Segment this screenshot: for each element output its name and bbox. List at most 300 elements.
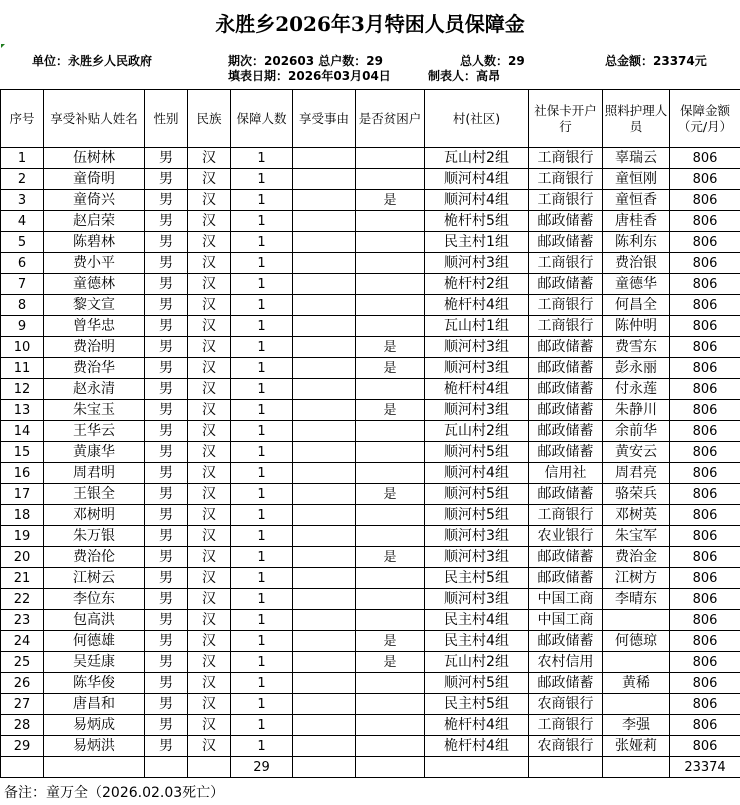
cell-count: 1 — [231, 505, 293, 526]
table-row — [1, 169, 740, 190]
cell-ethnicity: 汉 — [188, 673, 231, 694]
total-amount: 23374 — [670, 757, 740, 778]
cell-poor-household: 是 — [356, 190, 425, 211]
cell-village: 桅杆村5组 — [425, 211, 529, 232]
cell-caregiver: 黄安云 — [603, 442, 670, 463]
cell-poor-household — [356, 253, 425, 274]
cell-caregiver: 李晴东 — [603, 589, 670, 610]
cell-caregiver — [603, 652, 670, 673]
cell-reason — [293, 421, 356, 442]
table-row — [1, 337, 740, 358]
cell-amount: 806 — [670, 190, 740, 211]
cell-seq: 29 — [1, 736, 44, 757]
cell-seq: 5 — [1, 232, 44, 253]
cell-poor-household — [356, 526, 425, 547]
cell-poor-household — [356, 589, 425, 610]
cell-village: 桅杆村4组 — [425, 295, 529, 316]
cell-amount: 806 — [670, 211, 740, 232]
cell-village: 桅杆村4组 — [425, 379, 529, 400]
cell-poor-household — [356, 463, 425, 484]
cell-name: 周君明 — [44, 463, 145, 484]
cell-count: 1 — [231, 274, 293, 295]
period-label: 期次：202603 总户数：29 — [228, 54, 383, 68]
table-row — [1, 253, 740, 274]
preparer-label: 制表人：高昂 — [428, 69, 501, 83]
table-row — [1, 316, 740, 337]
cell-count: 1 — [231, 652, 293, 673]
cell-seq: 1 — [1, 148, 44, 169]
subsidy-table — [0, 89, 740, 778]
cell-gender: 男 — [145, 358, 188, 379]
cell-poor-household — [356, 232, 425, 253]
cell-poor-household: 是 — [356, 631, 425, 652]
cell-count: 1 — [231, 379, 293, 400]
cell-name: 吴廷康 — [44, 652, 145, 673]
cell-amount: 806 — [670, 610, 740, 631]
cell-village: 顺河村5组 — [425, 673, 529, 694]
cell-caregiver: 余前华 — [603, 421, 670, 442]
cell-village: 瓦山村2组 — [425, 421, 529, 442]
cell-seq: 21 — [1, 568, 44, 589]
cell-seq: 27 — [1, 694, 44, 715]
cell-ethnicity: 汉 — [188, 505, 231, 526]
cell-bank: 邮政储蓄 — [529, 274, 603, 295]
header-name: 享受补贴人姓名 — [44, 90, 145, 148]
cell-bank: 邮政储蓄 — [529, 421, 603, 442]
cell-village: 瓦山村2组 — [425, 652, 529, 673]
cell-count: 1 — [231, 610, 293, 631]
total-ethnicity — [188, 757, 231, 778]
cell-village: 民主村5组 — [425, 694, 529, 715]
cell-village: 顺河村3组 — [425, 337, 529, 358]
cell-seq: 17 — [1, 484, 44, 505]
cell-bank: 工商银行 — [529, 715, 603, 736]
cell-village: 顺河村4组 — [425, 169, 529, 190]
cell-seq: 9 — [1, 316, 44, 337]
cell-reason — [293, 484, 356, 505]
cell-seq: 2 — [1, 169, 44, 190]
cell-count: 1 — [231, 442, 293, 463]
cell-caregiver — [603, 694, 670, 715]
cell-count: 1 — [231, 715, 293, 736]
cell-poor-household — [356, 211, 425, 232]
cell-name: 童倚兴 — [44, 190, 145, 211]
cell-gender: 男 — [145, 568, 188, 589]
cell-seq: 12 — [1, 379, 44, 400]
cell-count: 1 — [231, 526, 293, 547]
cell-ethnicity: 汉 — [188, 148, 231, 169]
cell-name: 赵永清 — [44, 379, 145, 400]
cell-ethnicity: 汉 — [188, 484, 231, 505]
cell-ethnicity: 汉 — [188, 232, 231, 253]
table-row — [1, 547, 740, 568]
cell-poor-household: 是 — [356, 337, 425, 358]
cell-name: 江树云 — [44, 568, 145, 589]
cell-amount: 806 — [670, 442, 740, 463]
cell-ethnicity: 汉 — [188, 442, 231, 463]
cell-ethnicity: 汉 — [188, 463, 231, 484]
header-amount: 保障金额（元/月） — [670, 90, 740, 148]
cell-count: 1 — [231, 547, 293, 568]
cell-caregiver: 唐桂香 — [603, 211, 670, 232]
cell-gender: 男 — [145, 211, 188, 232]
cell-gender: 男 — [145, 694, 188, 715]
cell-bank: 邮政储蓄 — [529, 673, 603, 694]
cell-poor-household: 是 — [356, 547, 425, 568]
cell-village: 顺河村5组 — [425, 442, 529, 463]
table-row — [1, 211, 740, 232]
cell-seq: 15 — [1, 442, 44, 463]
cell-caregiver: 朱静川 — [603, 400, 670, 421]
cell-poor-household — [356, 505, 425, 526]
cell-name: 伍树林 — [44, 148, 145, 169]
cell-village: 瓦山村2组 — [425, 148, 529, 169]
cell-amount: 806 — [670, 673, 740, 694]
table-row — [1, 379, 740, 400]
cell-ethnicity: 汉 — [188, 568, 231, 589]
cell-village: 民主村4组 — [425, 610, 529, 631]
cell-amount: 806 — [670, 295, 740, 316]
cell-village: 民主村5组 — [425, 568, 529, 589]
cell-name: 王银全 — [44, 484, 145, 505]
cell-seq: 24 — [1, 631, 44, 652]
table-row — [1, 526, 740, 547]
cell-village: 顺河村5组 — [425, 505, 529, 526]
cell-bank: 邮政储蓄 — [529, 379, 603, 400]
cell-poor-household: 是 — [356, 400, 425, 421]
cell-bank: 工商银行 — [529, 505, 603, 526]
table-row — [1, 358, 740, 379]
header-caregiver: 照料护理人员 — [603, 90, 670, 148]
cell-count: 1 — [231, 316, 293, 337]
cell-amount: 806 — [670, 400, 740, 421]
cell-name: 王华云 — [44, 421, 145, 442]
cell-name: 费治伦 — [44, 547, 145, 568]
cell-poor-household — [356, 715, 425, 736]
cell-village: 顺河村3组 — [425, 526, 529, 547]
cell-count: 1 — [231, 337, 293, 358]
cell-ethnicity: 汉 — [188, 316, 231, 337]
cell-seq: 20 — [1, 547, 44, 568]
cell-village: 顺河村3组 — [425, 358, 529, 379]
cell-amount: 806 — [670, 169, 740, 190]
cell-caregiver: 邓树英 — [603, 505, 670, 526]
cell-gender: 男 — [145, 337, 188, 358]
cell-reason — [293, 358, 356, 379]
cell-bank: 信用社 — [529, 463, 603, 484]
cell-poor-household — [356, 169, 425, 190]
cell-bank: 邮政储蓄 — [529, 547, 603, 568]
cell-count: 1 — [231, 463, 293, 484]
cell-count: 1 — [231, 232, 293, 253]
cell-count: 1 — [231, 295, 293, 316]
cell-amount: 806 — [670, 316, 740, 337]
cell-poor-household — [356, 316, 425, 337]
cell-seq: 22 — [1, 589, 44, 610]
cell-ethnicity: 汉 — [188, 610, 231, 631]
cell-gender: 男 — [145, 547, 188, 568]
cell-poor-household — [356, 736, 425, 757]
cell-name: 童德林 — [44, 274, 145, 295]
cell-amount: 806 — [670, 484, 740, 505]
cell-seq: 11 — [1, 358, 44, 379]
cell-name: 童倚明 — [44, 169, 145, 190]
cell-amount: 806 — [670, 232, 740, 253]
cell-amount: 806 — [670, 589, 740, 610]
cell-bank: 邮政储蓄 — [529, 358, 603, 379]
cell-ethnicity: 汉 — [188, 652, 231, 673]
cell-ethnicity: 汉 — [188, 694, 231, 715]
cell-ethnicity: 汉 — [188, 190, 231, 211]
cell-village: 顺河村3组 — [425, 547, 529, 568]
cell-village: 瓦山村1组 — [425, 316, 529, 337]
cell-count: 1 — [231, 169, 293, 190]
cell-bank: 农商银行 — [529, 694, 603, 715]
cell-reason — [293, 316, 356, 337]
cell-name: 朱万银 — [44, 526, 145, 547]
cell-reason — [293, 295, 356, 316]
cell-seq: 7 — [1, 274, 44, 295]
table-row — [1, 421, 740, 442]
total-reason — [293, 757, 356, 778]
cell-caregiver: 费雪东 — [603, 337, 670, 358]
table-row — [1, 484, 740, 505]
cell-poor-household: 是 — [356, 358, 425, 379]
cell-poor-household — [356, 442, 425, 463]
cell-reason — [293, 547, 356, 568]
cell-seq: 4 — [1, 211, 44, 232]
cell-count: 1 — [231, 148, 293, 169]
cell-gender: 男 — [145, 421, 188, 442]
cell-poor-household — [356, 274, 425, 295]
cell-bank: 邮政储蓄 — [529, 337, 603, 358]
cell-gender: 男 — [145, 610, 188, 631]
table-row — [1, 232, 740, 253]
cell-reason — [293, 589, 356, 610]
table-row — [1, 715, 740, 736]
cell-bank: 邮政储蓄 — [529, 631, 603, 652]
header-count: 保障人数 — [231, 90, 293, 148]
cell-seq: 23 — [1, 610, 44, 631]
cell-seq: 10 — [1, 337, 44, 358]
cell-gender: 男 — [145, 463, 188, 484]
cell-seq: 14 — [1, 421, 44, 442]
header-bank: 社保卡开户行 — [529, 90, 603, 148]
cell-bank: 农业银行 — [529, 526, 603, 547]
cell-ethnicity: 汉 — [188, 736, 231, 757]
header-poor-household: 是否贫困户 — [356, 90, 425, 148]
cell-reason — [293, 652, 356, 673]
cell-name: 邓树明 — [44, 505, 145, 526]
cell-village: 顺河村3组 — [425, 589, 529, 610]
table-row — [1, 652, 740, 673]
total-people-label: 总人数：29 — [460, 54, 525, 68]
cell-caregiver: 黄稀 — [603, 673, 670, 694]
cell-name: 费治华 — [44, 358, 145, 379]
cell-caregiver: 江树方 — [603, 568, 670, 589]
total-name — [44, 757, 145, 778]
cell-gender: 男 — [145, 295, 188, 316]
cell-amount: 806 — [670, 526, 740, 547]
cell-reason — [293, 568, 356, 589]
cell-ethnicity: 汉 — [188, 379, 231, 400]
cell-reason — [293, 274, 356, 295]
table-row — [1, 295, 740, 316]
cell-gender: 男 — [145, 232, 188, 253]
cell-caregiver: 童恒香 — [603, 190, 670, 211]
cell-bank: 邮政储蓄 — [529, 568, 603, 589]
cell-gender: 男 — [145, 673, 188, 694]
cell-caregiver — [603, 610, 670, 631]
cell-name: 曾华忠 — [44, 316, 145, 337]
header-row — [1, 90, 740, 148]
cell-reason — [293, 505, 356, 526]
cell-amount: 806 — [670, 463, 740, 484]
cell-gender: 男 — [145, 148, 188, 169]
cell-caregiver: 彭永丽 — [603, 358, 670, 379]
cell-reason — [293, 715, 356, 736]
cell-seq: 8 — [1, 295, 44, 316]
cell-name: 陈华俊 — [44, 673, 145, 694]
cell-reason — [293, 631, 356, 652]
table-row — [1, 736, 740, 757]
cell-amount: 806 — [670, 631, 740, 652]
cell-caregiver: 朱宝军 — [603, 526, 670, 547]
cell-seq: 25 — [1, 652, 44, 673]
cell-bank: 农村信用 — [529, 652, 603, 673]
cell-gender: 男 — [145, 652, 188, 673]
cell-village: 民主村4组 — [425, 631, 529, 652]
cell-count: 1 — [231, 211, 293, 232]
cell-reason — [293, 253, 356, 274]
cell-gender: 男 — [145, 400, 188, 421]
cell-amount: 806 — [670, 505, 740, 526]
cell-amount: 806 — [670, 148, 740, 169]
cell-reason — [293, 148, 356, 169]
cell-count: 1 — [231, 421, 293, 442]
cell-ethnicity: 汉 — [188, 421, 231, 442]
cell-count: 1 — [231, 631, 293, 652]
page-title: 永胜乡2026年3月特困人员保障金 — [215, 12, 525, 36]
cell-gender: 男 — [145, 253, 188, 274]
cell-reason — [293, 463, 356, 484]
cell-poor-household — [356, 295, 425, 316]
table-row — [1, 505, 740, 526]
cell-gender: 男 — [145, 715, 188, 736]
cell-village: 顺河村5组 — [425, 484, 529, 505]
unit-label: 单位：永胜乡人民政府 — [32, 54, 153, 68]
cell-bank: 邮政储蓄 — [529, 232, 603, 253]
table-row — [1, 190, 740, 211]
fill-date-label: 填表日期：2026年03月04日 — [228, 69, 391, 83]
cell-amount: 806 — [670, 547, 740, 568]
header-gender: 性别 — [145, 90, 188, 148]
cell-reason — [293, 694, 356, 715]
cell-count: 1 — [231, 694, 293, 715]
cell-count: 1 — [231, 736, 293, 757]
cell-seq: 6 — [1, 253, 44, 274]
cell-gender: 男 — [145, 190, 188, 211]
cell-caregiver: 付永莲 — [603, 379, 670, 400]
table-row — [1, 673, 740, 694]
cell-name: 易炳洪 — [44, 736, 145, 757]
cell-ethnicity: 汉 — [188, 589, 231, 610]
cell-gender: 男 — [145, 379, 188, 400]
cell-poor-household — [356, 694, 425, 715]
cell-poor-household — [356, 610, 425, 631]
cell-seq: 3 — [1, 190, 44, 211]
cell-bank: 工商银行 — [529, 295, 603, 316]
table-row — [1, 274, 740, 295]
cell-caregiver: 李强 — [603, 715, 670, 736]
cell-poor-household — [356, 148, 425, 169]
cell-bank: 中国工商 — [529, 610, 603, 631]
cell-poor-household — [356, 673, 425, 694]
cell-village: 顺河村4组 — [425, 463, 529, 484]
cell-ethnicity: 汉 — [188, 631, 231, 652]
total-village — [425, 757, 529, 778]
cell-reason — [293, 337, 356, 358]
cell-reason — [293, 442, 356, 463]
cell-bank: 工商银行 — [529, 253, 603, 274]
cell-seq: 26 — [1, 673, 44, 694]
cell-name: 李位东 — [44, 589, 145, 610]
cell-amount: 806 — [670, 715, 740, 736]
cell-gender: 男 — [145, 316, 188, 337]
cell-bank: 工商银行 — [529, 190, 603, 211]
cell-village: 顺河村3组 — [425, 400, 529, 421]
cell-name: 何德雄 — [44, 631, 145, 652]
total-seq — [1, 757, 44, 778]
cell-village: 民主村1组 — [425, 232, 529, 253]
cell-gender: 男 — [145, 442, 188, 463]
cell-name: 黄康华 — [44, 442, 145, 463]
cell-bank: 农商银行 — [529, 736, 603, 757]
header-seq: 序号 — [1, 90, 44, 148]
cell-poor-household — [356, 421, 425, 442]
cell-bank: 邮政储蓄 — [529, 484, 603, 505]
header-reason: 享受事由 — [293, 90, 356, 148]
cell-caregiver: 张娅莉 — [603, 736, 670, 757]
cell-caregiver: 周君亮 — [603, 463, 670, 484]
cell-ethnicity: 汉 — [188, 526, 231, 547]
cell-name: 唐昌和 — [44, 694, 145, 715]
cell-ethnicity: 汉 — [188, 547, 231, 568]
header-ethnicity: 民族 — [188, 90, 231, 148]
cell-caregiver: 何昌全 — [603, 295, 670, 316]
cell-count: 1 — [231, 568, 293, 589]
cell-reason — [293, 190, 356, 211]
cell-ethnicity: 汉 — [188, 211, 231, 232]
cell-caregiver: 何德琼 — [603, 631, 670, 652]
cell-amount: 806 — [670, 358, 740, 379]
cell-name: 费小平 — [44, 253, 145, 274]
cell-reason — [293, 673, 356, 694]
cell-seq: 18 — [1, 505, 44, 526]
cell-gender: 男 — [145, 589, 188, 610]
cell-gender: 男 — [145, 631, 188, 652]
cell-reason — [293, 232, 356, 253]
cell-gender: 男 — [145, 526, 188, 547]
cell-count: 1 — [231, 673, 293, 694]
cell-gender: 男 — [145, 505, 188, 526]
cell-reason — [293, 379, 356, 400]
cell-seq: 16 — [1, 463, 44, 484]
cell-reason — [293, 400, 356, 421]
cell-name: 易炳成 — [44, 715, 145, 736]
cell-ethnicity: 汉 — [188, 253, 231, 274]
cell-bank: 邮政储蓄 — [529, 442, 603, 463]
